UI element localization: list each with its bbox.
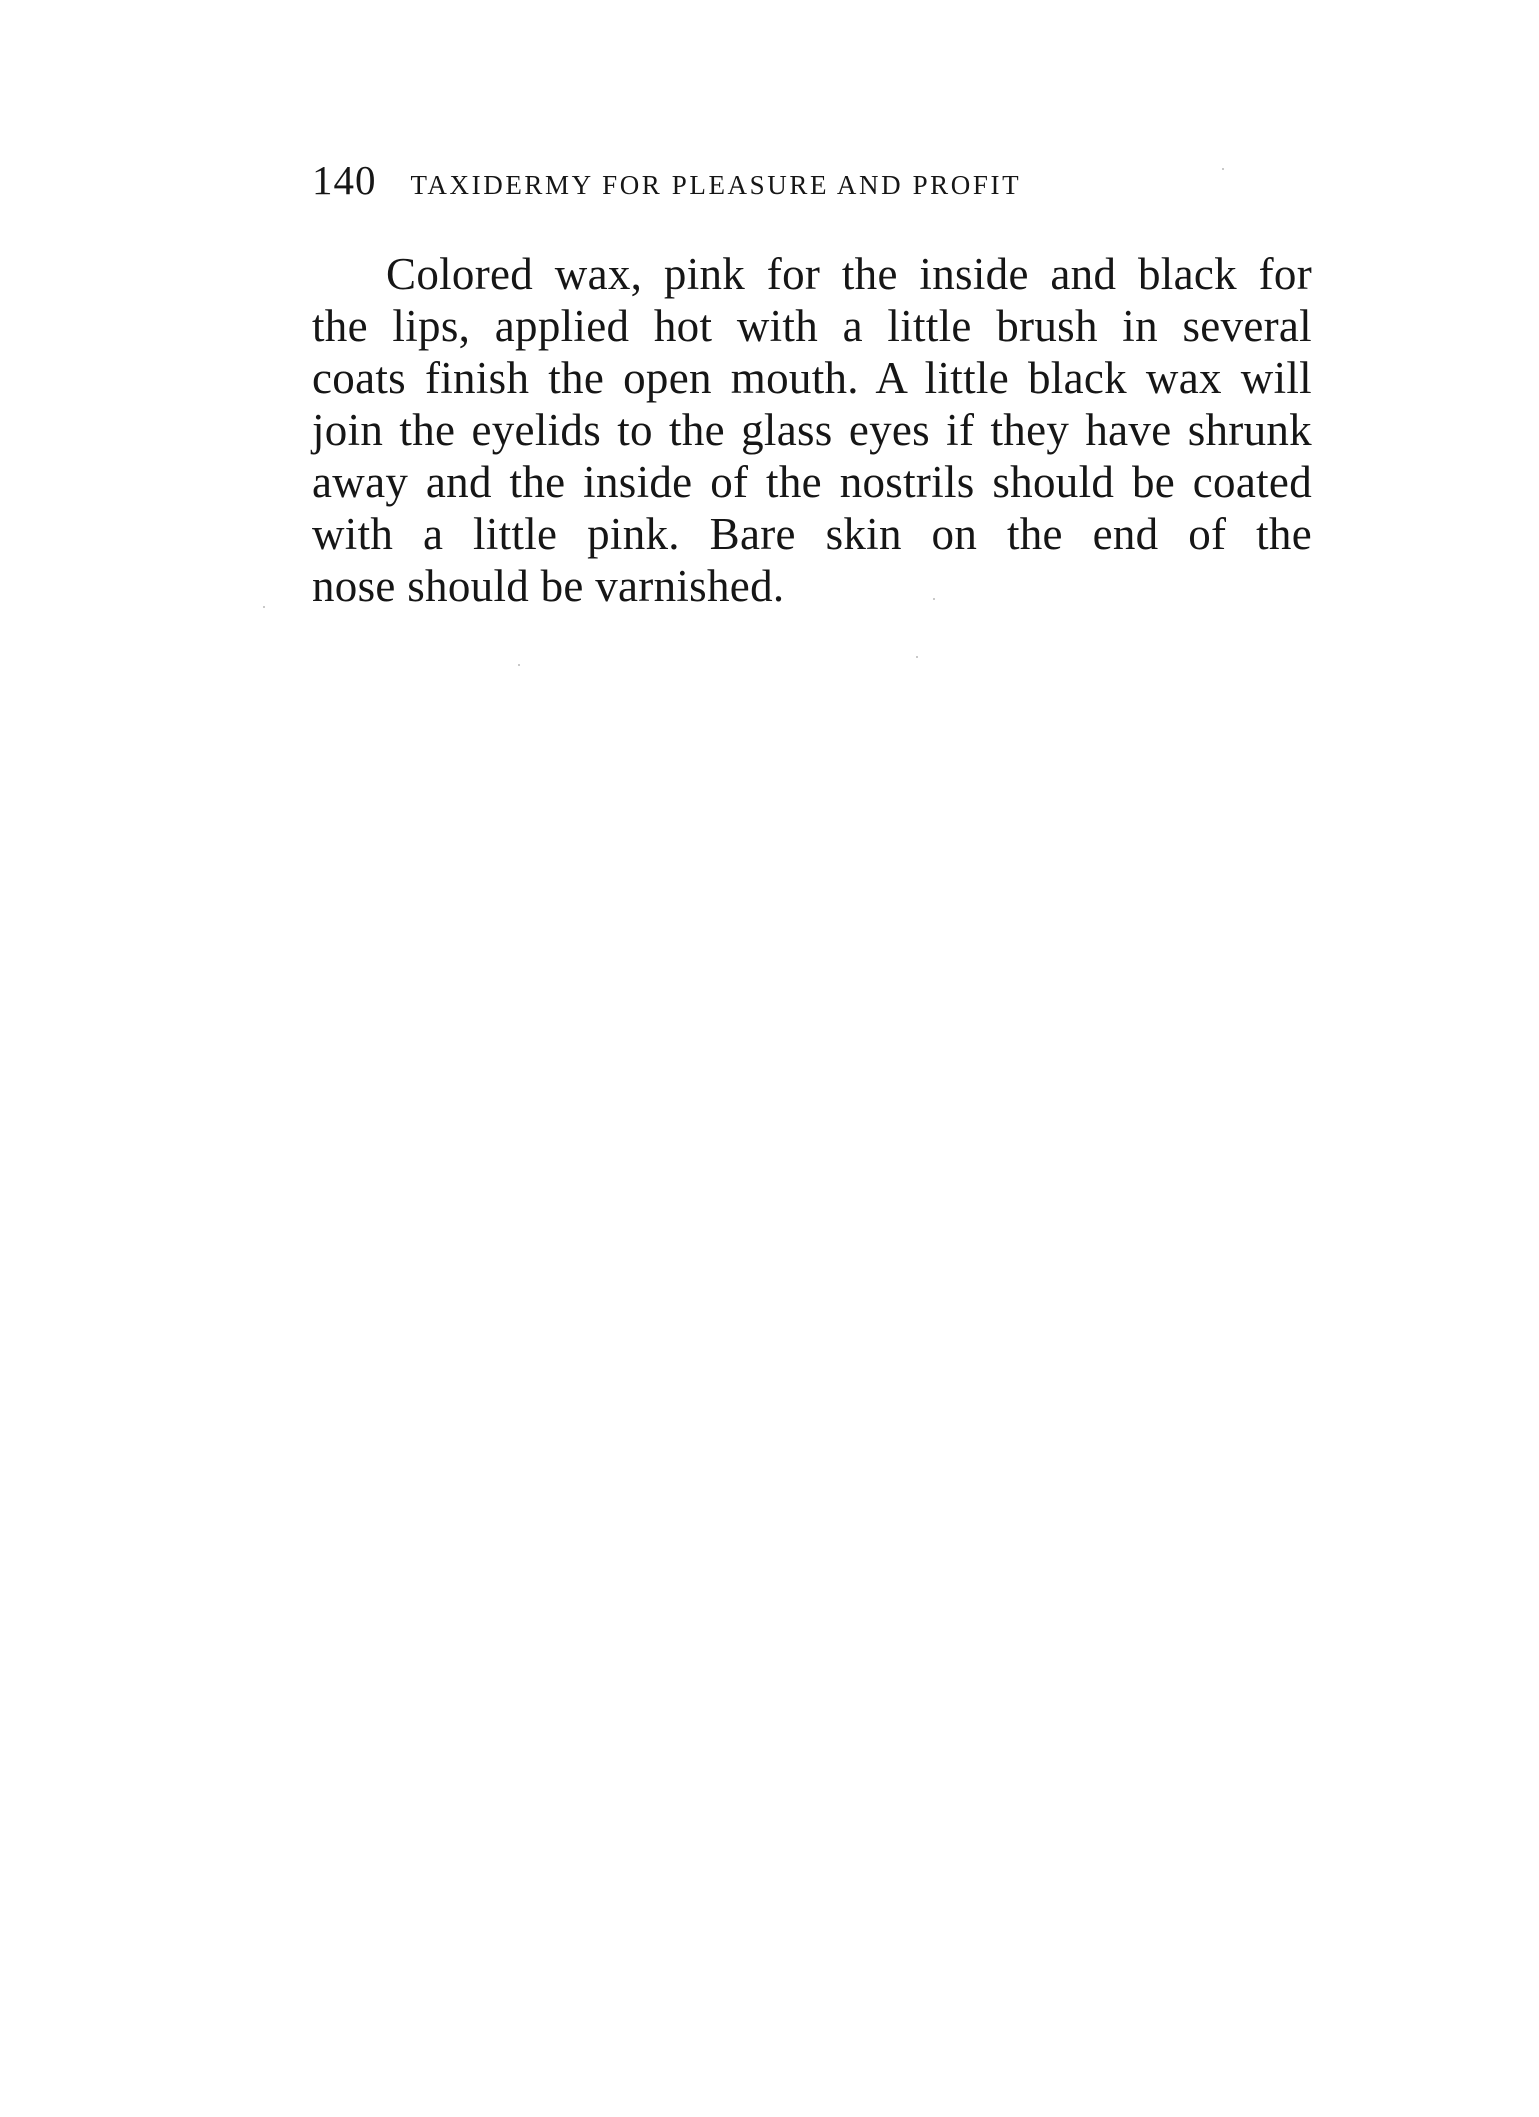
paragraph-line: coats finish the open mouth. A little black wax will xyxy=(312,353,1312,403)
scan-speck xyxy=(916,656,918,658)
scan-speck xyxy=(933,598,935,600)
paragraph-line: with a little pink. Bare skin on the end of the xyxy=(312,509,1312,559)
running-head xyxy=(312,158,1021,202)
body-paragraph xyxy=(312,248,1312,612)
paragraph-line: nose should be varnished. xyxy=(312,561,785,611)
page-number: 140 xyxy=(312,157,377,203)
running-title: TAXIDERMY FOR PLEASURE AND PROFIT xyxy=(410,170,1022,200)
paragraph-line: the lips, applied hot with a little brush in several xyxy=(312,301,1312,351)
paragraph-line: away and the inside of the nostrils should be coated xyxy=(312,457,1312,507)
scan-speck xyxy=(263,606,265,608)
paragraph-line: Colored wax, pink for the inside and black for xyxy=(386,249,1312,299)
scan-speck xyxy=(518,664,520,666)
paragraph-line: join the eyelids to the glass eyes if they have shrunk xyxy=(312,405,1312,455)
scan-speck xyxy=(1222,168,1224,170)
